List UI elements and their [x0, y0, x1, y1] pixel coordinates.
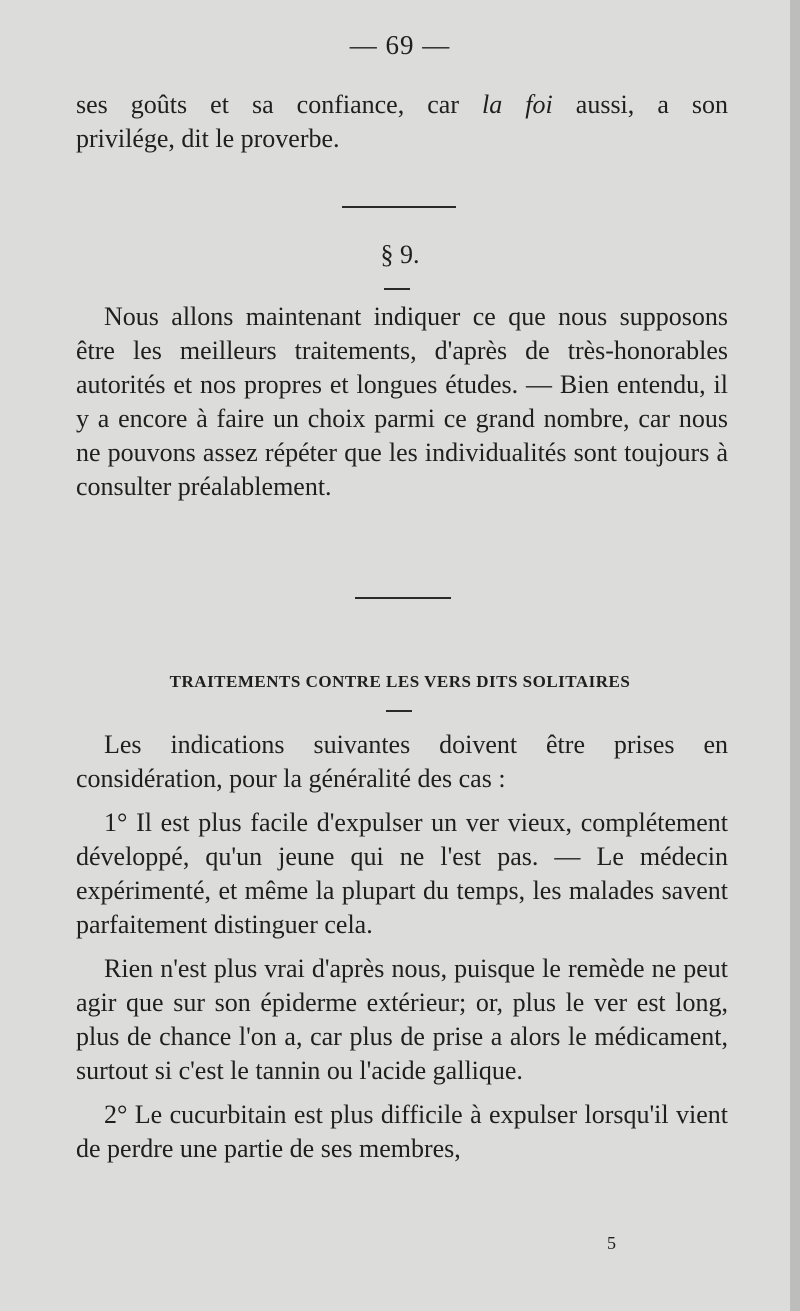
- signature-mark: 5: [607, 1233, 616, 1253]
- body-text: [76, 728, 728, 1166]
- point-1-paragraph: 1° Il est plus facile d'expulser un ver vieux, complétement développé, qu'un jeune qui ne l'est pas. — Le médecin expérimenté, et même la plupart du temps, les malades savent parfaitement distinguer cela.: [76, 808, 728, 939]
- separator-rule-1: [342, 206, 456, 208]
- page-number: — 69 —: [349, 30, 451, 60]
- heading-dash: [386, 710, 412, 712]
- continued-line-1: [76, 88, 728, 122]
- point-1-followup: Rien n'est plus vrai d'après nous, puisque le remède ne peut agir que sur son épiderme extérieur; or, plus le ver est long, plus de chance l'on a, car plus de prise a alors le médicament, surtout si c'est le tannin ou l'acide gallique.: [76, 954, 728, 1085]
- continued-line-2: privilége, dit le proverbe.: [76, 124, 340, 153]
- intro-paragraph: Les indications suivantes doivent être prises en considération, pour la généralité des cas :: [76, 730, 728, 793]
- point-2-paragraph: 2° Le cucurbitain est plus difficile à expulser lorsqu'il vient de perdre une partie de ses membres,: [76, 1100, 728, 1163]
- page-edge-shadow: [790, 0, 800, 1311]
- section-dash: [384, 288, 410, 290]
- continued-line-1-start: ses goûts et sa confiance, car: [76, 90, 483, 119]
- section-9-text: [76, 300, 728, 504]
- section-9-paragraph: Nous allons maintenant indiquer ce que nous supposons être les meilleurs traitements, d'après de très-honorables autorités et nos propres et longues études. — Bien entendu, il y a encore à faire un choix parmi ce grand nombre, car nous ne pouvons assez répéter que les individualités sont toujours à consulter préalablement.: [76, 302, 728, 501]
- chapter-heading: TRAITEMENTS CONTRE LES VERS DITS SOLITAIRES: [169, 672, 631, 691]
- continued-line-1-end: aussi, a son: [552, 90, 729, 119]
- section-mark: § 9.: [380, 240, 420, 269]
- continued-text: [76, 88, 728, 156]
- continued-line-1-italic: la foi: [482, 90, 553, 119]
- separator-rule-2: [355, 597, 451, 599]
